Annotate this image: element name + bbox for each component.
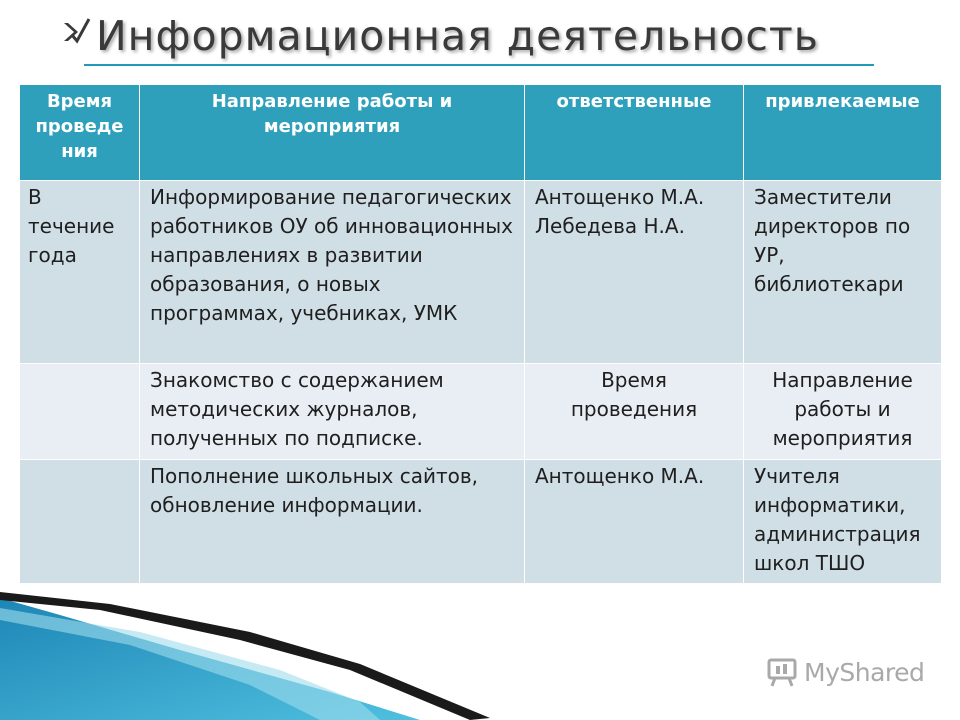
page-title: Информационная деятельность (96, 12, 819, 60)
cell-responsible: Время проведения (525, 364, 744, 460)
cell-involved: Направление работы и мероприятия (744, 364, 942, 460)
cell-time: В течение года (20, 181, 140, 364)
header-time: Время проведе ния (20, 85, 140, 181)
cell-activity: Пополнение школьных сайтов, обновление информации. (140, 460, 525, 584)
cell-responsible: Антощенко М.А. Лебедева Н.А. (525, 181, 744, 364)
cell-activity: Информирование педагогических работников ОУ об инновационных направлениях в развитии образования, о новых программах, учебниках, УМК (140, 181, 525, 364)
arrow-bullet-icon (62, 15, 92, 49)
cell-time (20, 364, 140, 460)
myshared-logo (766, 656, 924, 688)
header-responsible: ответственные (525, 85, 744, 181)
header-involved: привлекаемые (744, 85, 942, 181)
cell-responsible: Антощенко М.А. (525, 460, 744, 584)
slide-title (62, 6, 819, 66)
cell-involved: Заместители директоров по УР, библиотекари (744, 181, 942, 364)
table-row (20, 181, 942, 364)
presentation-board-icon (766, 656, 798, 688)
bottom-swoosh-decoration (0, 540, 960, 720)
title-underline (84, 64, 874, 66)
cell-activity: Знакомство с содержанием методических журналов, полученных по подписке. (140, 364, 525, 460)
header-activity: Направление работы и мероприятия (140, 85, 525, 181)
table-header-row (20, 85, 942, 181)
table-row (20, 364, 942, 460)
activity-table (19, 84, 942, 584)
cell-involved: Учителя информатики, администрация школ ТШО (744, 460, 942, 584)
watermark-text: MyShared (804, 657, 925, 687)
